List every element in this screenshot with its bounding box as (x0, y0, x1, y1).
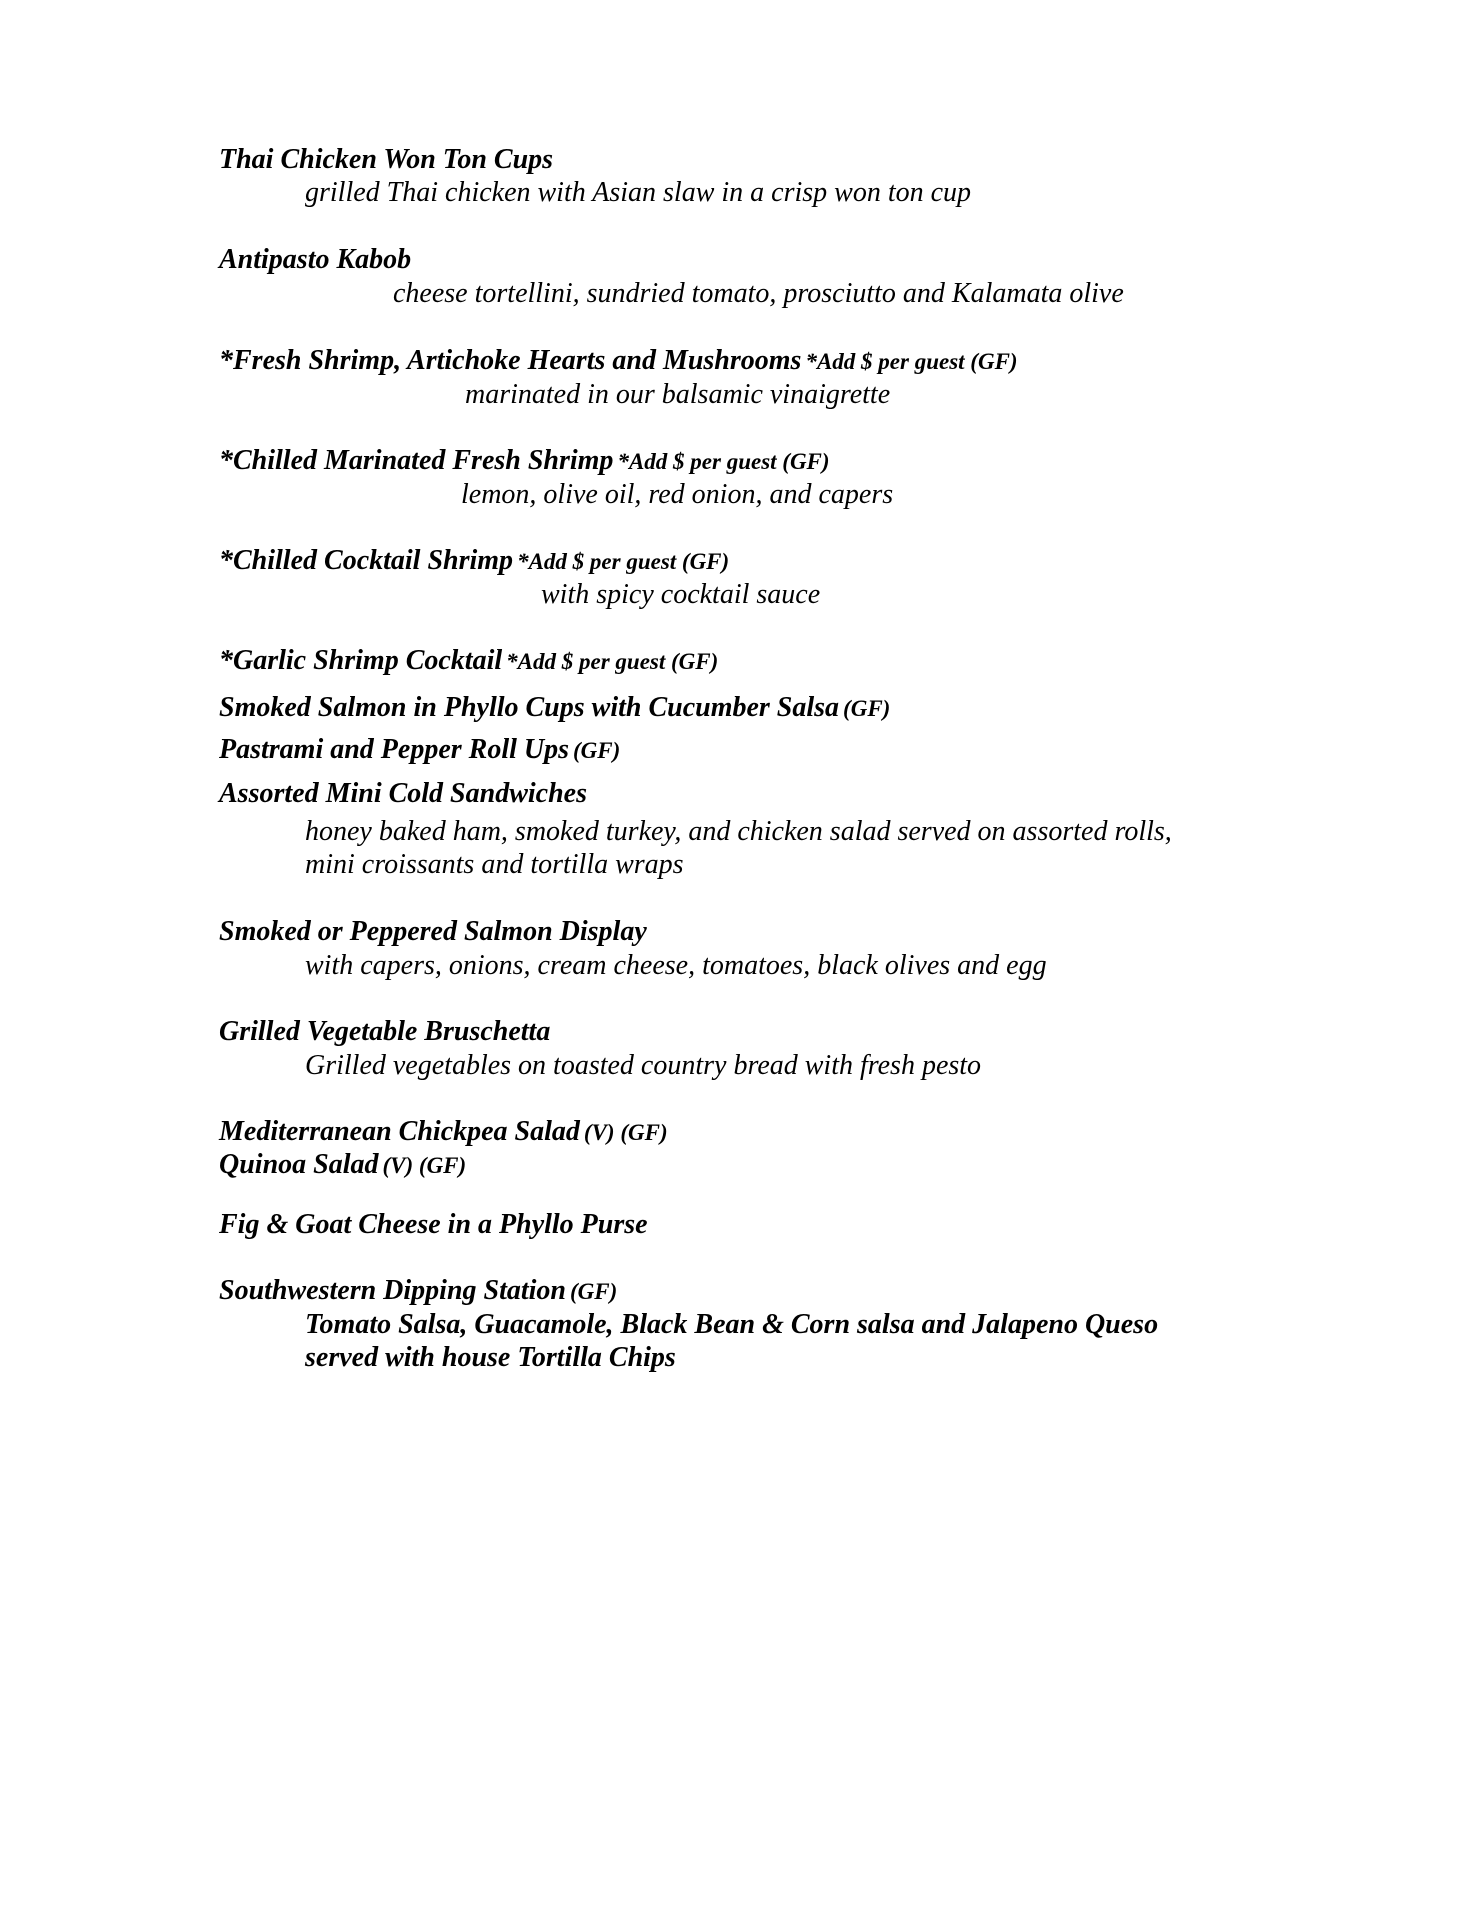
menu-item-title: Antipasto Kabob (219, 244, 412, 275)
menu-item-title: Fig & Goat Cheese in a Phyllo Purse (219, 1209, 648, 1240)
menu-item-title: *Fresh Shrimp, Artichoke Hearts and Mushrooms (219, 345, 802, 376)
menu-item-note: *Add $ per guest (GF) (617, 449, 830, 474)
menu-item-heading (219, 1277, 617, 1305)
menu-item-description: mini croissants and tortilla wraps (305, 849, 684, 880)
menu-item-note: *Add $ per guest (GF) (506, 649, 719, 674)
menu-item-title: *Garlic Shrimp Cocktail (219, 645, 503, 676)
menu-item-description: honey baked ham, smoked turkey, and chicken salad served on assorted rolls, (305, 816, 1172, 847)
menu-item-heading (219, 347, 1018, 375)
menu-item-title: Mediterranean Chickpea Salad (219, 1116, 580, 1147)
menu-item-title: Assorted Mini Cold Sandwiches (219, 778, 587, 809)
menu-item-description: Grilled vegetables on toasted country bread with fresh pesto (305, 1050, 982, 1081)
menu-item-note: (GF) (570, 1279, 618, 1304)
menu-item-heading (219, 547, 729, 575)
menu-item-title: *Chilled Cocktail Shrimp (219, 545, 514, 576)
menu-item-note: *Add $ per guest (GF) (805, 349, 1018, 374)
menu-item-note: (GF) (843, 696, 891, 721)
menu-item-title: Smoked Salmon in Phyllo Cups with Cucumber Salsa (219, 692, 840, 723)
menu-item-heading (219, 647, 718, 675)
menu-item-title: *Chilled Marinated Fresh Shrimp (219, 445, 614, 476)
menu-item-heading (219, 1151, 466, 1179)
menu-item-note: (V) (GF) (583, 1120, 668, 1145)
menu-item-title: Quinoa Salad (219, 1149, 379, 1180)
menu-item-title: Smoked or Peppered Salmon Display (219, 916, 647, 947)
menu-item-description: lemon, olive oil, red onion, and capers (461, 479, 894, 510)
menu-item-description: served with house Tortilla Chips (305, 1342, 676, 1373)
menu-item-note: *Add $ per guest (GF) (517, 549, 730, 574)
menu-item-description: marinated in our balsamic vinaigrette (465, 379, 891, 410)
menu-item-title: Pastrami and Pepper Roll Ups (219, 734, 570, 765)
menu-item-heading (219, 447, 830, 475)
menu-item-note: (V) (GF) (382, 1153, 467, 1178)
menu-item-description: with capers, onions, cream cheese, tomatoes, black olives and egg (305, 950, 1047, 981)
menu-item-description: cheese tortellini, sundried tomato, prosciutto and Kalamata olive (393, 278, 1124, 309)
menu-item-title: Southwestern Dipping Station (219, 1275, 567, 1306)
menu-item-description: Tomato Salsa, Guacamole, Black Bean & Corn salsa and Jalapeno Queso (305, 1309, 1159, 1340)
menu-item-heading (219, 1118, 668, 1146)
menu-item-description: with spicy cocktail sauce (541, 579, 821, 610)
menu-item-title: Thai Chicken Won Ton Cups (219, 144, 554, 175)
menu-item-heading (219, 694, 890, 722)
menu-item-description: grilled Thai chicken with Asian slaw in a crisp won ton cup (305, 177, 972, 208)
menu-item-title: Grilled Vegetable Bruschetta (219, 1016, 551, 1047)
menu-item-note: (GF) (573, 738, 621, 763)
menu-item-heading (219, 736, 620, 764)
